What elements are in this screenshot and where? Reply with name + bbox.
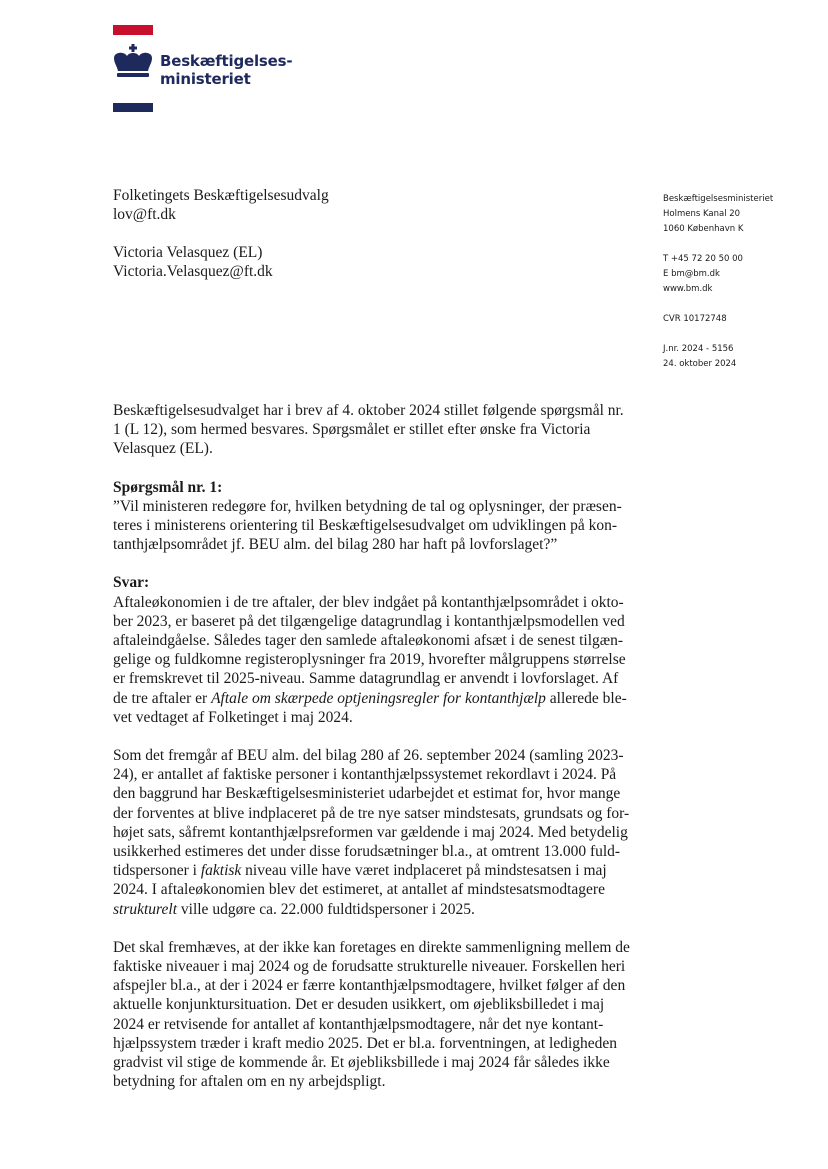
logo-name-line2: ministeriet: [160, 70, 251, 88]
answer-paragraph-3: [113, 938, 633, 1092]
answer-text: allerede ble-: [545, 689, 627, 707]
answer-line: vet vedtaget af Folketinget i maj 2024.: [113, 708, 353, 726]
agreement-title: Aftale om skærpede optjeningsregler for kontanthjælp: [211, 689, 546, 707]
recipient-committee-email: lov@ft.dk: [113, 206, 176, 223]
answer-line: Aftaleøkonomien i de tre aftaler, der blev indgået på kontanthjælpsområdet i okto-: [113, 593, 624, 611]
answer-line: Det skal fremhæves, at der ikke kan foretages en direkte sammenligning mellem de: [113, 938, 630, 956]
emphasis-text: faktisk: [200, 862, 242, 880]
question-heading: Spørgsmål nr. 1:: [113, 478, 223, 496]
logo-name-line1: Beskæftigelses-: [160, 52, 293, 70]
answer-line: usikkerhed estimeres det under disse forudsætninger bl.a., at omtrent 13.000 fuld-: [113, 843, 621, 861]
question-line: teres i ministerens orientering til Beskæftigelsesudvalget om udviklingen på kon-: [113, 517, 618, 535]
answer-line: aktuelle konjunktursituation. Det er desuden usikkert, om øjebliksbilledet i maj: [113, 996, 605, 1014]
answer-line: [113, 861, 633, 880]
question-line: ”Vil ministeren redegøre for, hvilken betydning de tal og oplysninger, der præsen-: [113, 497, 622, 515]
logo-red-bar: [113, 25, 153, 35]
answer-line: hjælpssystem træder i kraft medio 2025. Det er bl.a. forventningen, at ledigheden: [113, 1034, 618, 1052]
answer-line: afspejler bl.a., at der i 2024 er færre kontanthjælpsmodtagere, hvilket følger af den: [113, 977, 626, 995]
sender-email: E bm@bm.dk: [663, 269, 720, 279]
sender-phone: T +45 72 20 50 00: [663, 254, 743, 264]
answer-text: niveau ville have været indplaceret på mindstesatsen i maj: [241, 862, 607, 880]
answer-paragraph-2: [113, 746, 633, 919]
answer-line: Som det fremgår af BEU alm. del bilag 280 af 26. september 2024 (samling 2023-: [113, 747, 624, 765]
recipient-committee: Folketingets Beskæftigelsesudvalg: [113, 187, 329, 204]
recipient-person: Victoria Velasquez (EL): [113, 244, 263, 261]
answer-line: 2024. I aftaleøkonomien blev det estimeret, at antallet af mindstesatsmodtagere: [113, 881, 605, 899]
answer-line: [113, 900, 633, 919]
logo-navy-bar: [113, 103, 153, 112]
intro-paragraph: [113, 401, 633, 459]
answer-line: er fremskrevet til 2025-niveau. Samme datagrundlag er anvendt i lovforslaget. Af: [113, 670, 619, 688]
question-text: [113, 497, 633, 555]
intro-line: 1 (L 12), som hermed besvares. Spørgsmålet er stillet efter ønske fra Victoria: [113, 421, 591, 439]
answer-heading: Svar:: [113, 574, 150, 592]
intro-line: Velasquez (EL).: [113, 440, 213, 458]
answer-line: faktiske niveauer i maj 2024 og de forudsatte strukturelle niveauer. Forskellen heri: [113, 958, 626, 976]
answer-line: aftaleindgåelse. Således tager den samlede aftaleøkonomi afsæt i de senest tilgæn-: [113, 632, 624, 650]
sender-cvr: CVR 10172748: [663, 314, 727, 324]
sender-street: Holmens Kanal 20: [663, 209, 741, 219]
sender-web: www.bm.dk: [663, 284, 713, 294]
sender-date: 24. oktober 2024: [663, 359, 737, 369]
letter-body: [113, 401, 633, 1092]
answer-line: ber 2023, er baseret på det tilgængelige datagrundlag i kontanthjælpsmodellen ved: [113, 612, 625, 630]
sender-block: [663, 192, 773, 372]
sender-journal-number: J.nr. 2024 - 5156: [663, 344, 734, 354]
answer-text: ville udgøre ca. 22.000 fuldtidspersoner i 2025.: [177, 900, 475, 918]
answer-line: den baggrund har Beskæftigelsesministeriet udarbejdet et estimat for, hvor mange: [113, 785, 621, 803]
ministry-logo-text: [160, 52, 292, 88]
crown-icon: [110, 44, 156, 80]
answer-line: betydning for aftalen om en ny arbejdspligt.: [113, 1073, 386, 1091]
recipient-person-email: Victoria.Velasquez@ft.dk: [113, 263, 273, 280]
answer-line: gelige og fuldkomne registeroplysninger fra 2019, hvorefter målgruppens størrelse: [113, 651, 626, 669]
answer-line: gradvist vil stige de kommende år. Et øjebliksbillede i maj 2024 får således ikke: [113, 1054, 610, 1072]
answer-text: tidspersoner i: [113, 862, 201, 880]
recipient-block: [113, 186, 329, 281]
answer-line: [113, 689, 633, 708]
question-line: tanthjælpsområdet jf. BEU alm. del bilag 280 har haft på lovforslaget?”: [113, 536, 558, 554]
emphasis-text: strukturelt: [113, 900, 178, 918]
sender-org: Beskæftigelsesministeriet: [663, 194, 774, 204]
sender-city: 1060 København K: [663, 224, 744, 234]
answer-paragraph-1: [113, 593, 633, 727]
answer-text: de tre aftaler er: [113, 689, 212, 707]
answer-line: højet sats, såfremt kontanthjælpsreformen var gældende i maj 2024. Med betydelig: [113, 823, 628, 841]
intro-line: Beskæftigelsesudvalget har i brev af 4. oktober 2024 stillet følgende spørgsmål nr.: [113, 402, 624, 419]
answer-line: 2024 er retvisende for antallet af kontanthjælpsmodtagere, når det nye kontant-: [113, 1015, 604, 1033]
answer-line: 24), er antallet af faktiske personer i kontanthjælpssystemet rekordlavt i 2024. På: [113, 766, 617, 784]
answer-line: der forventes at blive indplaceret på de tre nye satser mindstesats, grundsats og for-: [113, 804, 630, 822]
